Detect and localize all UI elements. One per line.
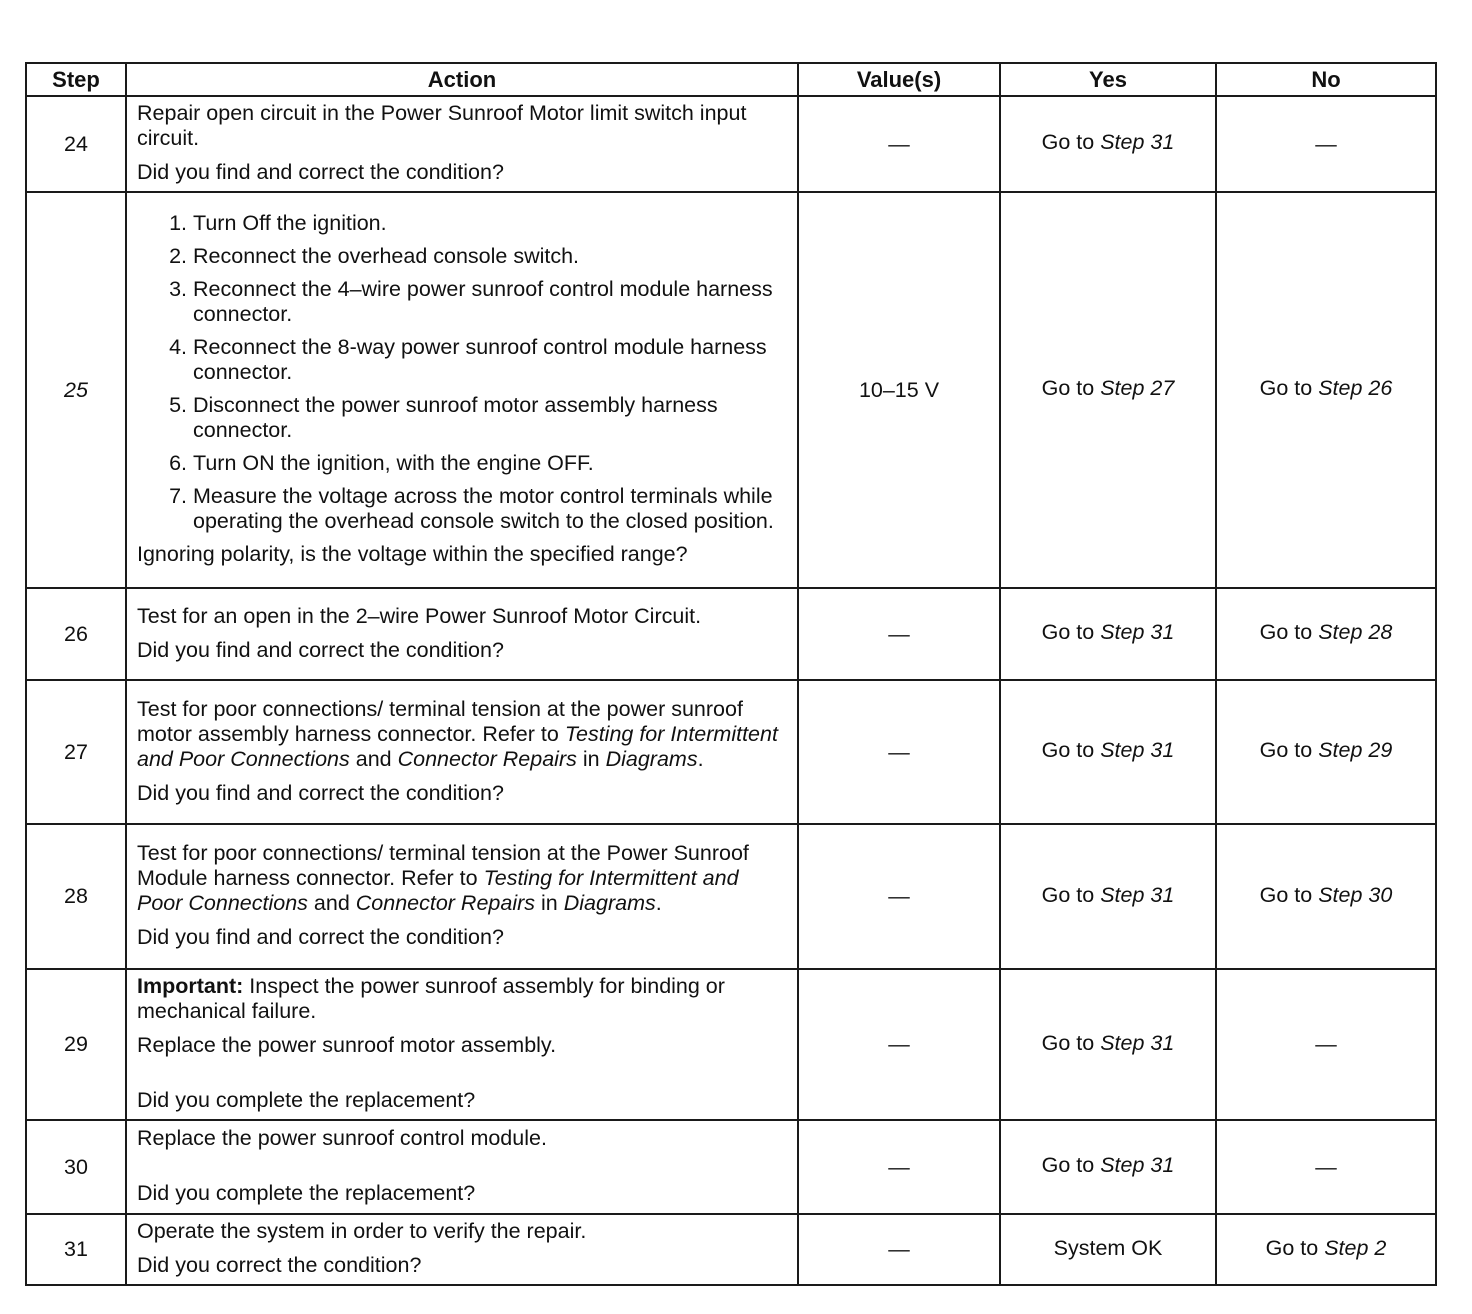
value-cell: — xyxy=(798,680,1000,824)
yes-cell xyxy=(1000,1120,1216,1214)
table-row xyxy=(26,192,1436,588)
value-cell: — xyxy=(798,1120,1000,1214)
yes-cell xyxy=(1000,588,1216,680)
action-text: Operate the system in order to verify the repair. xyxy=(137,1219,587,1243)
step-ref: Step 29 xyxy=(1318,738,1393,762)
goto-text: Go to xyxy=(1041,1030,1095,1055)
goto-text: Go to xyxy=(1041,620,1095,644)
table-row xyxy=(26,96,1436,192)
value-cell: — xyxy=(798,588,1000,680)
step-ref: Step 31 xyxy=(1100,1030,1175,1055)
step-number: 26 xyxy=(26,588,126,680)
step-ref: Step 31 xyxy=(1100,738,1175,762)
step-ref: Step 31 xyxy=(1100,882,1175,907)
yes-cell xyxy=(1000,824,1216,969)
table-row xyxy=(26,969,1436,1120)
step-number: 27 xyxy=(26,680,126,824)
yes-cell xyxy=(1000,96,1216,192)
goto-text: Go to xyxy=(1041,1153,1095,1177)
list-item: 6. Turn ON the ignition, with the engine OFF. xyxy=(169,451,594,475)
yes-cell xyxy=(1000,969,1216,1120)
no-cell xyxy=(1216,680,1436,824)
table-row xyxy=(26,680,1436,824)
goto-text: Go to xyxy=(1041,738,1095,762)
action-text: Test for an open in the 2–wire Power Sunroof Motor Circuit. xyxy=(137,603,702,628)
step-number: 24 xyxy=(26,96,126,192)
reference-testing: Testing for Intermittent and Poor Connections xyxy=(137,721,778,771)
reference-testing: Testing for Intermittent and Poor Connections xyxy=(137,866,739,915)
action-cell xyxy=(126,824,798,969)
action-cell xyxy=(126,96,798,192)
step-ref: Step 28 xyxy=(1318,620,1393,644)
step-ref: Step 31 xyxy=(1100,130,1175,154)
no-cell xyxy=(1216,588,1436,680)
yes-cell: System OK xyxy=(1000,1214,1216,1285)
action-cell xyxy=(126,680,798,824)
action-question: Did you correct the condition? xyxy=(137,1253,422,1277)
action-question: Did you find and correct the condition? xyxy=(137,925,504,949)
header-yes: Yes xyxy=(1000,63,1216,96)
step-ref: Step 27 xyxy=(1100,376,1175,400)
action-question: Ignoring polarity, is the voltage within the specified range? xyxy=(137,542,688,566)
list-item: 2. Reconnect the overhead console switch. xyxy=(169,244,580,268)
table-row xyxy=(26,824,1436,969)
table-row xyxy=(26,1120,1436,1214)
yes-cell xyxy=(1000,192,1216,588)
no-cell: — xyxy=(1216,969,1436,1120)
list-item: 5. Disconnect the power sunroof motor assembly harness connector. xyxy=(169,393,718,442)
list-item: 4. Reconnect the 8-way power sunroof control module harness connector. xyxy=(169,335,767,384)
table-row xyxy=(26,588,1436,680)
action-text: Replace the power sunroof control module. xyxy=(137,1126,547,1150)
action-question: Did you find and correct the condition? xyxy=(137,780,504,805)
action-cell xyxy=(126,1214,798,1285)
value-cell: 10–15 V xyxy=(798,192,1000,588)
goto-text: Go to xyxy=(1259,882,1313,907)
step-ref: Step 31 xyxy=(1100,1153,1175,1177)
no-cell xyxy=(1216,824,1436,969)
value-cell: — xyxy=(798,824,1000,969)
step-ref: Step 2 xyxy=(1324,1235,1387,1260)
important-label: Important: xyxy=(137,974,244,998)
no-cell xyxy=(1216,1214,1436,1285)
table-row xyxy=(26,1214,1436,1285)
diagnostic-table xyxy=(25,62,1437,1286)
no-cell: — xyxy=(1216,96,1436,192)
action-cell xyxy=(126,969,798,1120)
header-step: Step xyxy=(26,63,126,96)
goto-text: Go to xyxy=(1265,1235,1319,1260)
step-ref: Step 31 xyxy=(1100,620,1175,644)
numbered-steps xyxy=(137,211,787,534)
step-ref: Step 26 xyxy=(1318,376,1393,400)
action-text: Repair open circuit in the Power Sunroof Motor limit switch input circuit. xyxy=(137,101,747,150)
action-question: Did you complete the replacement? xyxy=(137,1181,476,1205)
step-ref: Step 30 xyxy=(1318,882,1393,907)
step-number: 28 xyxy=(26,824,126,969)
no-cell: — xyxy=(1216,1120,1436,1214)
list-item: 3. Reconnect the 4–wire power sunroof control module harness connector. xyxy=(169,277,773,326)
header-row xyxy=(26,63,1436,96)
list-item: 7. Measure the voltage across the motor control terminals while operating the overhead console switch to the closed position. xyxy=(169,484,774,533)
action-text: Test for poor connections/ terminal tension at the power sunroof motor assembly harness connector. Refer to Testing for Intermittent and Poor Connections and Connector Repairs in Diagrams. xyxy=(137,696,778,771)
action-cell xyxy=(126,1120,798,1214)
step-number: 31 xyxy=(26,1214,126,1285)
value-cell: — xyxy=(798,1214,1000,1285)
action-cell xyxy=(126,192,798,588)
reference-diagrams: Diagrams xyxy=(563,891,656,915)
value-cell: — xyxy=(798,96,1000,192)
header-values: Value(s) xyxy=(798,63,1000,96)
goto-text: Go to xyxy=(1259,620,1313,644)
important-note: Important: Inspect the power sunroof assembly for binding or mechanical failure. xyxy=(137,974,725,1023)
action-question: Did you find and correct the condition? xyxy=(137,160,504,184)
value-cell: — xyxy=(798,969,1000,1120)
goto-text: Go to xyxy=(1041,882,1095,907)
step-number: 29 xyxy=(26,969,126,1120)
action-question: Did you complete the replacement? xyxy=(137,1088,476,1112)
goto-text: Go to xyxy=(1041,130,1095,154)
reference-connector-repairs: Connector Repairs xyxy=(397,746,577,771)
goto-text: Go to xyxy=(1041,376,1095,400)
reference-diagrams: Diagrams xyxy=(605,746,698,771)
action-text: Replace the power sunroof motor assembly. xyxy=(137,1033,557,1057)
reference-connector-repairs: Connector Repairs xyxy=(355,891,536,915)
yes-cell xyxy=(1000,680,1216,824)
step-number: 30 xyxy=(26,1120,126,1214)
header-no: No xyxy=(1216,63,1436,96)
header-action: Action xyxy=(126,63,798,96)
step-number: 25 xyxy=(26,192,126,588)
goto-text: Go to xyxy=(1259,376,1313,400)
no-cell xyxy=(1216,192,1436,588)
action-question: Did you find and correct the condition? xyxy=(137,637,504,662)
action-cell xyxy=(126,588,798,680)
goto-text: Go to xyxy=(1259,738,1313,762)
list-item: 1. Turn Off the ignition. xyxy=(169,211,387,235)
action-text: Test for poor connections/ terminal tension at the Power Sunroof Module harness connector. Refer to Testing for Intermittent and Poor Connections and Connector Repairs in Diagrams. xyxy=(137,841,749,915)
